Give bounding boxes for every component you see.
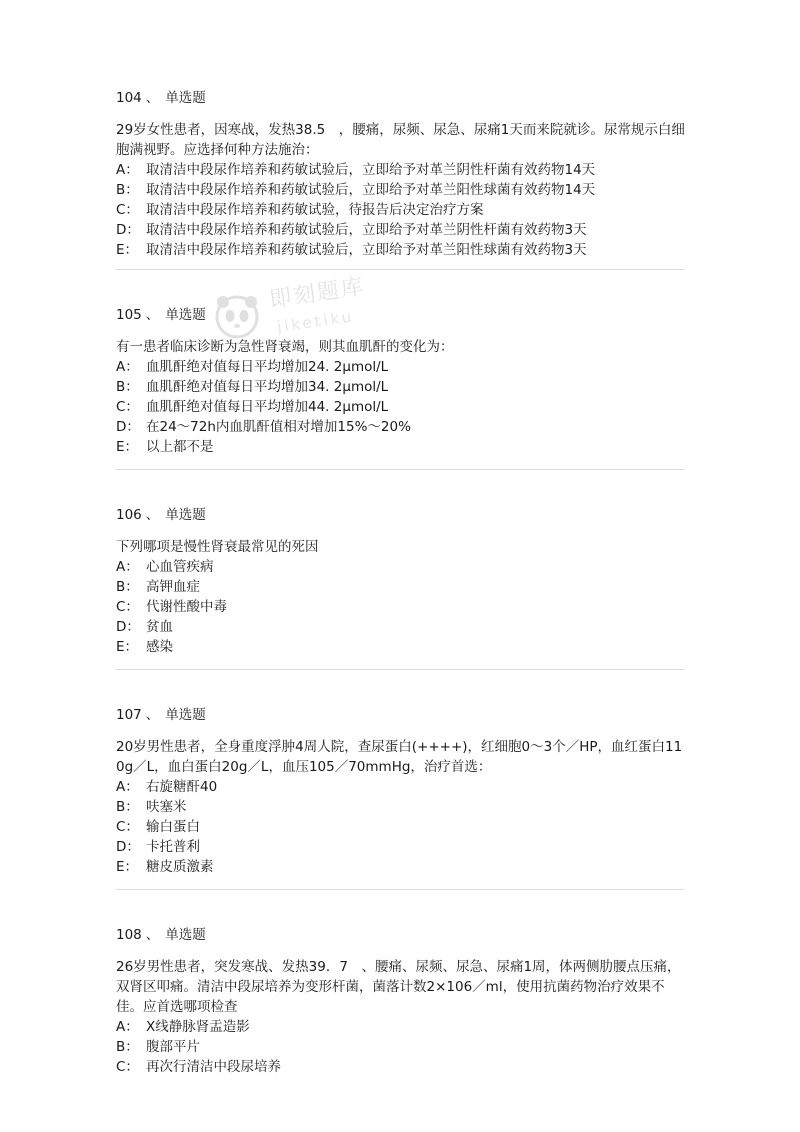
- option-letter: E：: [116, 639, 139, 655]
- question-type: 单选题: [165, 707, 206, 723]
- question-divider: [116, 269, 684, 270]
- option-text: X线静脉肾盂造影: [146, 1019, 250, 1035]
- option-letter: E：: [116, 439, 139, 455]
- watermark-text: 即刻题库: [268, 274, 367, 313]
- question-stem: 有一患者临床诊断为急性肾衰竭，则其血肌酐的变化为：: [116, 339, 454, 355]
- option-text: 心血管疾病: [146, 559, 214, 575]
- option-text: 取清洁中段尿作培养和药敏试验后，立即给予对革兰阳性球菌有效药物14天: [146, 182, 596, 198]
- option-letter: C：: [116, 399, 139, 415]
- question-stem: 29岁女性患者，因寒战，发热38.5 ，腰痛，尿频、尿急、尿痛1天而来院就诊。尿常规示白细胞满视野。应选择何种方法施治：: [116, 122, 685, 158]
- question-type: 单选题: [165, 90, 206, 106]
- option-letter: D：: [116, 419, 140, 435]
- option-letter: E：: [116, 242, 139, 258]
- option-c[interactable]: [116, 397, 686, 417]
- option-c[interactable]: [116, 817, 686, 837]
- option-c[interactable]: [116, 1057, 686, 1077]
- option-text: 血肌酐绝对值每日平均增加24. 2μmol/L: [146, 359, 389, 375]
- option-letter: B：: [116, 1039, 139, 1055]
- question-separator: 、: [145, 927, 160, 943]
- option-text: 取清洁中段尿作培养和药敏试验后，立即给予对革兰阴性杆菌有效药物14天: [146, 162, 596, 178]
- option-text: 感染: [146, 639, 173, 655]
- question-divider: [116, 469, 684, 470]
- option-text: 糖皮质激素: [146, 859, 214, 875]
- question-stem: 下列哪项是慢性肾衰最常见的死因: [116, 539, 319, 555]
- option-letter: E：: [116, 859, 139, 875]
- question-stem: 20岁男性患者，全身重度浮肿4周人院，查尿蛋白(++++)，红细胞0～3个／HP，血红蛋白110g／L，血白蛋白20g／L，血压105／70mmHg，治疗首选：: [116, 739, 683, 775]
- option-letter: B：: [116, 379, 139, 395]
- question-number: 107: [116, 707, 142, 723]
- question-divider: [116, 669, 684, 670]
- option-e[interactable]: [116, 857, 686, 877]
- question-divider: [116, 889, 684, 890]
- option-letter: A：: [116, 779, 139, 795]
- question-stem: 26岁男性患者，突发寒战、发热39．7 、腰痛、尿频、尿急、尿痛1周，体两侧肋腰点压痛，双肾区叩痛。清洁中段尿培养为变形杆菌，菌落计数2×106／ml，使用抗菌药物治疗效果不佳。应首选哪项检查: [116, 959, 681, 1015]
- question-107: [116, 705, 686, 877]
- question-separator: 、: [145, 507, 160, 523]
- option-letter: C：: [116, 202, 139, 218]
- question-separator: 、: [145, 90, 160, 106]
- option-text: 代谢性酸中毒: [146, 599, 227, 615]
- option-b[interactable]: [116, 577, 686, 597]
- option-c[interactable]: [116, 597, 686, 617]
- option-text: 呋塞米: [146, 799, 187, 815]
- question-104: [116, 88, 686, 260]
- option-text: 取清洁中段尿作培养和药敏试验后，立即给予对革兰阴性杆菌有效药物3天: [146, 222, 587, 238]
- option-a[interactable]: [116, 557, 686, 577]
- question-type: 单选题: [165, 507, 206, 523]
- option-letter: D：: [116, 839, 140, 855]
- question-106: [116, 505, 686, 657]
- option-b[interactable]: [116, 797, 686, 817]
- option-letter: B：: [116, 182, 139, 198]
- option-letter: A：: [116, 1019, 139, 1035]
- option-d[interactable]: [116, 417, 686, 437]
- option-text: 取清洁中段尿作培养和药敏试验，待报告后决定治疗方案: [146, 202, 484, 218]
- question-header: [116, 925, 686, 945]
- question-header: [116, 505, 686, 525]
- option-b[interactable]: [116, 180, 686, 200]
- option-c[interactable]: [116, 200, 686, 220]
- option-e[interactable]: [116, 240, 686, 260]
- question-105: [116, 305, 686, 457]
- option-text: 再次行清洁中段尿培养: [146, 1059, 281, 1075]
- option-text: 输白蛋白: [146, 819, 200, 835]
- option-text: 右旋糖酐40: [146, 779, 218, 795]
- option-e[interactable]: [116, 437, 686, 457]
- option-letter: D：: [116, 619, 140, 635]
- question-separator: 、: [145, 707, 160, 723]
- option-d[interactable]: [116, 617, 686, 637]
- question-number: 105: [116, 307, 142, 323]
- option-letter: C：: [116, 819, 139, 835]
- watermark-subtext: jiketiku: [276, 307, 356, 336]
- option-text: 卡托普利: [146, 839, 200, 855]
- option-text: 血肌酐绝对值每日平均增加34. 2μmol/L: [146, 379, 389, 395]
- question-header: [116, 305, 686, 325]
- option-letter: C：: [116, 599, 139, 615]
- question-header: [116, 705, 686, 725]
- question-number: 108: [116, 927, 142, 943]
- option-text: 以上都不是: [146, 439, 214, 455]
- option-letter: D：: [116, 222, 140, 238]
- option-d[interactable]: [116, 837, 686, 857]
- option-text: 腹部平片: [146, 1039, 200, 1055]
- option-letter: A：: [116, 162, 139, 178]
- option-text: 高钾血症: [146, 579, 200, 595]
- option-text: 血肌酐绝对值每日平均增加44. 2μmol/L: [146, 399, 389, 415]
- option-letter: B：: [116, 579, 139, 595]
- option-text: 取清洁中段尿作培养和药敏试验后，立即给予对革兰阳性球菌有效药物3天: [146, 242, 587, 258]
- option-letter: A：: [116, 359, 139, 375]
- option-b[interactable]: [116, 1037, 686, 1057]
- question-header: [116, 88, 686, 108]
- question-type: 单选题: [165, 927, 206, 943]
- option-letter: A：: [116, 559, 139, 575]
- question-108: [116, 925, 686, 1077]
- option-letter: B：: [116, 799, 139, 815]
- option-d[interactable]: [116, 220, 686, 240]
- question-type: 单选题: [165, 307, 206, 323]
- option-a[interactable]: [116, 160, 686, 180]
- question-number: 106: [116, 507, 142, 523]
- question-separator: 、: [145, 307, 160, 323]
- option-text: 贫血: [146, 619, 173, 635]
- option-letter: C：: [116, 1059, 139, 1075]
- option-text: 在24～72h内血肌酐值相对增加15%～20%: [146, 419, 411, 435]
- option-e[interactable]: [116, 637, 686, 657]
- option-a[interactable]: [116, 1017, 686, 1037]
- option-b[interactable]: [116, 377, 686, 397]
- question-number: 104: [116, 90, 142, 106]
- option-a[interactable]: [116, 357, 686, 377]
- option-a[interactable]: [116, 777, 686, 797]
